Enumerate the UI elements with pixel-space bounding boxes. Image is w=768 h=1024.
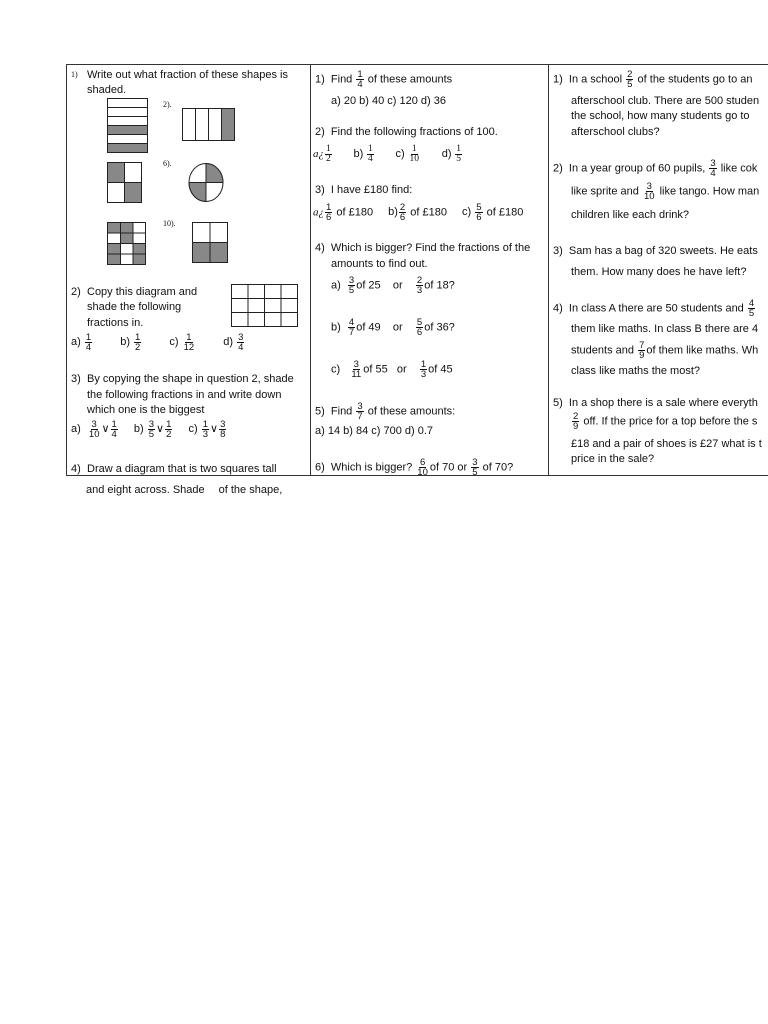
c2-q2-options: a¿ $\frac{1}{2}$ b) $\frac{1}{4}$ c) $\frac{1}{10}$ d) $\frac{1}{5}$	[313, 144, 461, 164]
q2-option-a: a) $\frac{1}{4}$	[71, 332, 92, 353]
q3-number: 3)	[71, 373, 81, 385]
c3-q4-line4: class like maths the most?	[571, 365, 700, 377]
q2-number: 2)	[71, 286, 81, 298]
q3-line2: the following fractions in and write down	[87, 389, 282, 401]
q3-option-c: c) $\frac{1}{3}$ ∨ $\frac{3}{8}$	[188, 419, 226, 440]
shape-label-10: 10).	[163, 219, 176, 228]
shape-label-6: 6).	[163, 159, 172, 168]
column-3	[548, 64, 768, 476]
c3-q5-line3: £18 and a pair of shoes is £27 what is t	[571, 438, 762, 450]
grid-shape	[107, 222, 147, 266]
q2-option-d: d) $\frac{3}{4}$	[223, 332, 244, 353]
q3-option-a: a) $\frac{3}{10}$ ∨ $\frac{1}{4}$	[71, 419, 117, 440]
c2-q5-options: a) 14 b) 84 c) 700 d) 0.7	[315, 425, 434, 437]
two-by-two-square-shape	[107, 162, 143, 204]
c3-q1-line1: 1) In a school $\frac{2}{5}$ of the students go to an	[553, 69, 753, 90]
c2-q6: 6) Which is bigger? $\frac{6}{10}$ of 70 or $\frac{3}{5}$ of 70?	[315, 457, 514, 476]
c2-q1: 1) Find $\frac{1}{4}$ of these amounts	[315, 69, 453, 90]
q1-text-line1: Write out what fraction of these shapes is	[87, 69, 288, 81]
c3-q2-line1: 2) In a year group of 60 pupils, $\frac{3}{4}$ like cok	[553, 158, 758, 179]
q4-number: 4)	[71, 463, 81, 475]
q2-line2: shade the following	[87, 301, 182, 313]
q2-options	[71, 333, 245, 352]
c3-q4-line2: them like maths. In class B there are 4	[571, 323, 759, 335]
c3-q5-line4: price in the sale?	[571, 453, 655, 465]
q3-options	[71, 420, 227, 439]
column-2	[310, 64, 548, 476]
shape-label-2: 2).	[163, 100, 172, 109]
c2-q2-text: 2) Find the following fractions of 100.	[315, 126, 498, 138]
c2-q1-options: a) 20 b) 40 c) 120 d) 36	[331, 95, 446, 107]
four-bar-shape	[182, 108, 236, 142]
c3-q3-line2: them. How many does he have left?	[571, 266, 747, 278]
c3-q1-line4: afterschool clubs?	[571, 126, 660, 138]
c3-q2-line3: children like each drink?	[571, 209, 690, 221]
c2-q4-line2: amounts to find out.	[331, 258, 428, 270]
q4-line2-overflow: and eight across. Shade of the shape,	[86, 484, 283, 496]
empty-grid-diagram	[231, 284, 299, 328]
q3-line3: which one is the biggest	[87, 404, 205, 416]
q2-option-c: c) $\frac{1}{12}$	[169, 332, 195, 353]
c3-q3-line1: 3) Sam has a bag of 320 sweets. He eats	[553, 245, 758, 257]
c3-q2-line2: like sprite and $\frac{3}{10}$ like tango. How man	[571, 181, 760, 202]
c3-q1-line3: the school, how many students go to	[571, 110, 750, 122]
c3-q1-line2: afterschool club. There are 500 studen	[571, 95, 760, 107]
c2-q4-row-a: a) $\frac{3}{5}$ of 25 or $\frac{2}{3}$ of 18?	[331, 275, 455, 296]
q3-option-b: b) $\frac{3}{5}$ ∨ $\frac{1}{2}$	[133, 419, 172, 440]
c2-q3-options: a¿ $\frac{1}{6}$ of £180 b) $\frac{2}{6}$ of £180 c) $\frac{5}{6}$ of £180	[313, 202, 524, 223]
c3-q4-line3: students and $\frac{7}{9}$ of them like maths. Wh	[571, 340, 759, 361]
q2-option-b: b) $\frac{1}{2}$	[120, 332, 141, 353]
c3-q5-line2: $\frac{2}{9}$ off. If the price for a top before the s	[573, 411, 758, 432]
c2-q5: 5) Find $\frac{3}{7}$ of these amounts:	[315, 401, 456, 422]
worksheet-table	[66, 64, 768, 476]
q4-line1: Draw a diagram that is two squares tall	[87, 463, 277, 475]
striped-rectangle-shape	[107, 98, 149, 154]
q1-number: 1)	[71, 70, 78, 79]
column-1	[66, 64, 310, 476]
c2-q4-row-c: c) $\frac{3}{11}$ of 55 or $\frac{1}{3}$ of 45	[331, 359, 453, 380]
q2-line3: fractions in.	[87, 317, 144, 329]
circle-quarters-shape	[187, 162, 227, 204]
split-square-shape	[192, 222, 230, 264]
c2-q4-line1: 4) Which is bigger? Find the fractions of the	[315, 242, 531, 254]
c2-q4-row-b: b) $\frac{4}{7}$ of 49 or $\frac{5}{6}$ of 36?	[331, 317, 455, 338]
q1-text-line2: shaded.	[87, 84, 127, 96]
c3-q4-line1: 4) In class A there are 50 students and $\frac{4}{5}$	[553, 298, 755, 319]
q3-line1: By copying the shape in question 2, shade	[87, 373, 294, 385]
c2-q3-text: 3) I have £180 find:	[315, 184, 413, 196]
c3-q5-line1: 5) In a shop there is a sale where everyth	[553, 397, 758, 409]
q2-line1: Copy this diagram and	[87, 286, 198, 298]
